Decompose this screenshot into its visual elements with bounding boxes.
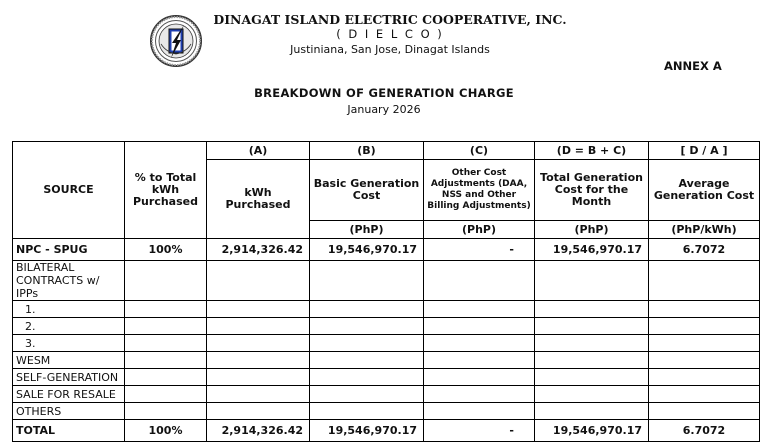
row-pct: 100% (125, 239, 207, 261)
row-pct: 100% (125, 420, 207, 442)
table-row-wesm (13, 352, 760, 369)
row-source: WESM (13, 352, 125, 369)
col-c-label: Other Cost Adjustments (DAA, NSS and Other Billing Adjustments) (424, 160, 535, 221)
row-source: 2. (13, 318, 125, 335)
table-row-total (13, 420, 760, 442)
col-e-label: Average Generation Cost (649, 160, 760, 221)
row-total: 19,546,970.17 (535, 239, 649, 261)
row-avg: 6.7072 (649, 420, 760, 442)
row-avg: 6.7072 (649, 239, 760, 261)
col-a-code: (A) (207, 142, 310, 160)
table-row-selfgen (13, 369, 760, 386)
row-kwh: 2,914,326.42 (207, 420, 310, 442)
col-c-unit: (PhP) (424, 221, 535, 239)
col-d-code: (D = B + C) (535, 142, 649, 160)
generation-charge-table (12, 141, 760, 442)
row-basic: 19,546,970.17 (310, 420, 424, 442)
col-e-unit: (PhP/kWh) (649, 221, 760, 239)
annex-label: ANNEX A (664, 59, 722, 73)
cooperative-name: DINAGAT ISLAND ELECTRIC COOPERATIVE, INC. (213, 12, 567, 27)
row-other: - (424, 420, 535, 442)
row-source: 3. (13, 335, 125, 352)
row-basic: 19,546,970.17 (310, 239, 424, 261)
cooperative-address: Justiniana, San Jose, Dinagat Islands (290, 43, 490, 56)
row-source: 1. (13, 301, 125, 318)
col-source-header: SOURCE (13, 142, 125, 239)
row-other: - (424, 239, 535, 261)
row-source: BILATERAL CONTRACTS w/ IPPs (13, 261, 125, 301)
document-title: BREAKDOWN OF GENERATION CHARGE (254, 86, 514, 100)
col-pct-header: % to Total kWh Purchased (125, 142, 207, 239)
row-source: NPC - SPUG (13, 239, 125, 261)
col-a-label: kWh Purchased (207, 160, 310, 239)
dielco-logo (149, 14, 203, 68)
table-row-item2 (13, 318, 760, 335)
col-d-unit: (PhP) (535, 221, 649, 239)
table-row-others (13, 403, 760, 420)
row-source: OTHERS (13, 403, 125, 420)
table-row-item1 (13, 301, 760, 318)
col-b-label: Basic Generation Cost (310, 160, 424, 221)
table-row-item3 (13, 335, 760, 352)
row-source: TOTAL (13, 420, 125, 442)
table-row-resale (13, 386, 760, 403)
table-row-bilateral (13, 261, 760, 301)
col-b-code: (B) (310, 142, 424, 160)
row-source: SALE FOR RESALE (13, 386, 125, 403)
row-total: 19,546,970.17 (535, 420, 649, 442)
col-c-code: (C) (424, 142, 535, 160)
billing-period: January 2026 (347, 103, 421, 116)
col-e-code: [ D / A ] (649, 142, 760, 160)
table-row-npc (13, 239, 760, 261)
col-b-unit: (PhP) (310, 221, 424, 239)
col-d-label: Total Generation Cost for the Month (535, 160, 649, 221)
row-kwh: 2,914,326.42 (207, 239, 310, 261)
row-source: SELF-GENERATION (13, 369, 125, 386)
cooperative-abbreviation: ( D I E L C O ) (336, 27, 444, 41)
